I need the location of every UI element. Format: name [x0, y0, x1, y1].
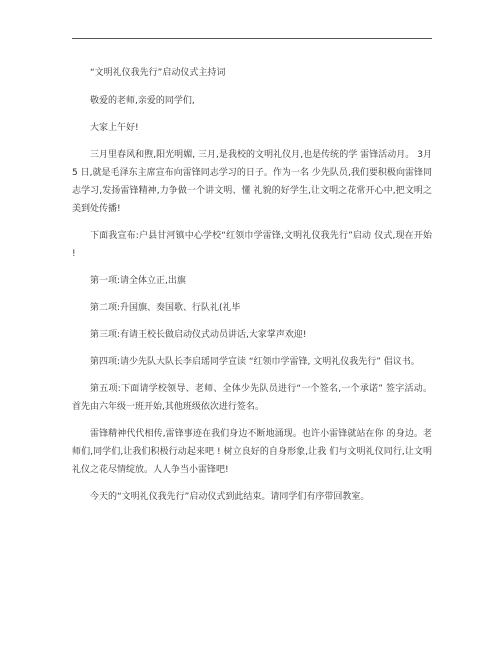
document-title: “文明礼仪我先行”启动仪式主持词: [90, 68, 226, 78]
agenda-item-2: 第二项:升国旗、奏国歌、行队礼(礼毕: [90, 303, 241, 313]
paragraph-announcement: 下面我宣布:户县甘河镇中心学校“红领巾学雷锋,文明礼仪我先行”启动 仪式,现在开始 !: [72, 231, 432, 259]
document-body: [72, 64, 432, 515]
paragraph-end: 今天的“文明礼仪我先行”启动仪式到此结束。请同学们有序带回教室。: [90, 492, 370, 502]
agenda-item-1: 第一项:请全体立正,出旗: [90, 276, 186, 286]
agenda-item-5: 第五项:下面请学校领导、老师、全体少先队员进行“一个签名,一个承诺” 签字活动。首先由六年级一班开始,其他班级依次进行签名。: [72, 384, 432, 412]
header-rule: [72, 38, 432, 39]
morning-greeting: 大家上午好!: [90, 123, 139, 133]
agenda-item-4: 第四项:请少先队大队长李启瑶同学宣读 “红领巾学雷锋, 文明礼仪我先行” 倡议书。: [90, 357, 420, 367]
paragraph-closing: 雷锋精神代代相传,雷锋事迹在我们身边不断地涌现。也许小雷锋就站在你 的身边。老师们,同学们,让我们积极行动起来吧 ! 树立良好的自身形象,让我 们与文明礼仪同行,让文明礼仪之花尽情绽放。人人争当小雷锋吧!: [72, 429, 432, 475]
paragraph-intro: 三月里春风和煦,阳光明媚, 三月,是我校的文明礼仪月,也是传统的学 雷锋活动月。 3月 5 日,就是毛泽东主席宣布向雷锋同志学习的日子。作为一名 少先队员,我们要积极向雷锋同志学习,发扬雷锋精神,力争做一个讲文明、懂 礼貌的好学生,让文明之花常开心中,把文明之美到处传播!: [72, 150, 432, 214]
agenda-item-3: 第三项:有请王校长做启动仪式动员讲话,大家掌声欢迎!: [90, 330, 307, 340]
greeting-line: 敬爱的老师,亲爱的同学们,: [90, 96, 195, 106]
